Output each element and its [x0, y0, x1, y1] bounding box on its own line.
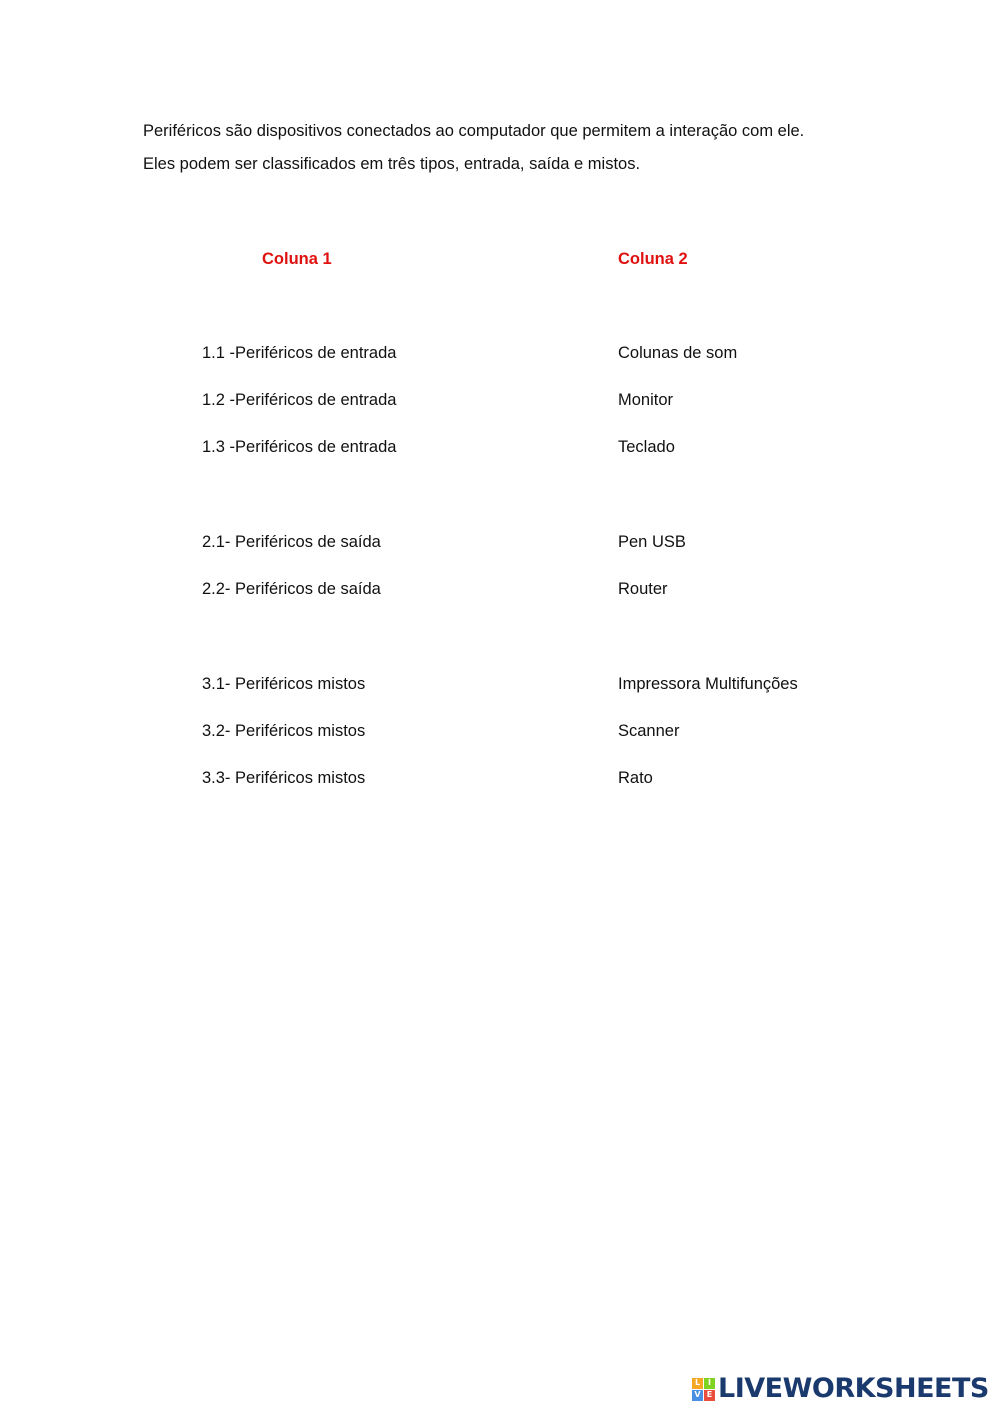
column-1-item-7: 3.2- Periféricos mistos — [202, 722, 366, 740]
column-2-item-2[interactable]: Monitor — [618, 391, 674, 409]
logo-text: LIVEWORKSHEETS — [718, 1373, 989, 1404]
liveworksheets-logo — [692, 1374, 989, 1404]
column-2-item-3[interactable]: Teclado — [618, 438, 675, 456]
logo-tile-i: I — [704, 1378, 715, 1389]
column-2-item-1[interactable]: Colunas de som — [618, 344, 738, 362]
column-1-item-1: 1.1 -Periféricos de entrada — [202, 344, 397, 362]
column-1-item-4: 2.1- Periféricos de saída — [202, 533, 381, 551]
column-2-item-7[interactable]: Scanner — [618, 722, 680, 740]
logo-mark-icon — [692, 1378, 715, 1401]
column-1-item-6: 3.1- Periféricos mistos — [202, 675, 366, 693]
column-1-header: Coluna 1 — [262, 250, 332, 268]
logo-tile-l: L — [692, 1378, 703, 1389]
column-2-item-6[interactable]: Impressora Multifunções — [618, 675, 798, 693]
intro-line-2: Eles podem ser classificados em três tipos, entrada, saída e mistos. — [143, 155, 641, 173]
column-2-item-8[interactable]: Rato — [618, 769, 653, 787]
logo-tile-v: V — [692, 1390, 703, 1401]
logo-tile-e: E — [704, 1390, 715, 1401]
column-1-item-5: 2.2- Periféricos de saída — [202, 580, 381, 598]
column-1-item-2: 1.2 -Periféricos de entrada — [202, 391, 397, 409]
column-2-header: Coluna 2 — [618, 250, 688, 268]
column-2-item-4[interactable]: Pen USB — [618, 533, 686, 551]
column-1-item-8: 3.3- Periféricos mistos — [202, 769, 366, 787]
column-1-item-3: 1.3 -Periféricos de entrada — [202, 438, 397, 456]
intro-line-1: Periféricos são dispositivos conectados ao computador que permitem a interação com ele. — [143, 122, 805, 140]
column-2-item-5[interactable]: Router — [618, 580, 668, 598]
